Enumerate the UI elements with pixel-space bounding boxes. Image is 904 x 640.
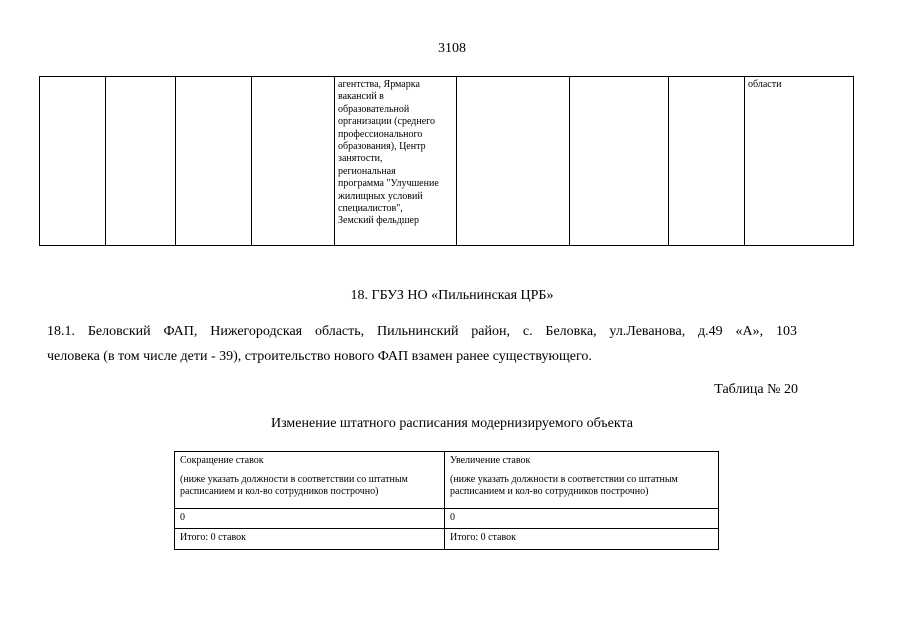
measures-line: специалистов", [338,203,403,215]
measures-line: образования), Центр [338,141,426,153]
measures-line: агентства, Ярмарка [338,79,420,90]
measures-line: жилищных условий [338,190,423,202]
table-row [175,452,719,509]
staff-change-table [174,451,719,550]
reduction-header-cell [175,452,445,509]
increase-note: (ниже указать должности в соответствии со штатным расписанием и кол-во сотрудников построчно) [450,474,678,497]
increase-header-cell [445,452,719,509]
paragraph-line-1: 18.1. Беловский ФАП, Нижегородская область, Пильнинский район, с. Беловка, ул.Леванова, д.49 «А», 103 [47,324,797,339]
measures-line: занятости, [338,153,383,165]
increase-total: Итого: 0 ставок [445,529,719,550]
paragraph-line-2: человека (в том числе дети - 39), строительство нового ФАП взамен ранее существующего. [47,349,592,364]
reduction-note: (ниже указать должности в соответствии со штатным расписанием и кол-во сотрудников построчно) [180,474,408,497]
table-cell-1 [40,77,106,246]
table-row [175,529,719,550]
section-title: 18. ГБУЗ НО «Пильнинская ЦРБ» [350,288,554,303]
measures-line: образовательной [338,103,410,115]
measures-line: профессионального [338,128,423,140]
measures-line: Земский фельдшер [338,215,419,227]
table-cell-2 [106,77,176,246]
table-row [175,509,719,529]
table-cell-region: области [745,77,854,246]
table-row [40,77,854,246]
table-title: Изменение штатного расписания модернизируемого объекта [270,416,634,431]
reduction-value: 0 [175,509,445,529]
measures-line: вакансий в [338,91,384,103]
table-cell-3 [176,77,252,246]
increase-value: 0 [445,509,719,529]
table-cell-8 [669,77,745,246]
table-cell-6 [457,77,570,246]
reduction-header: Сокращение ставок [180,455,264,466]
table-label: Таблица № 20 [714,382,798,397]
increase-header: Увеличение ставок [450,455,531,466]
measures-line: региональная [338,165,396,177]
page-number: 3108 [438,41,466,56]
table-cell-4 [252,77,335,246]
measures-line: программа "Улучшение [338,178,439,190]
table-cell-7 [570,77,669,246]
table-cell-measures [335,77,457,246]
continued-table [39,76,854,246]
measures-line: организации (среднего [338,116,435,128]
reduction-total: Итого: 0 ставок [175,529,445,550]
